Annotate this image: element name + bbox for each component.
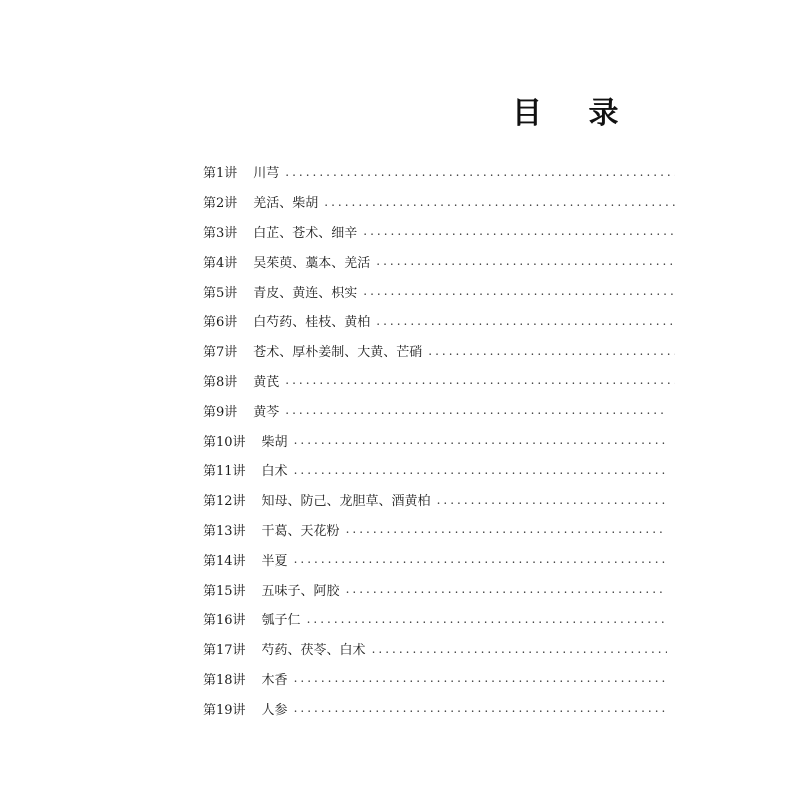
toc-entry [203,157,675,187]
toc-entry-number: 第13讲 [203,523,246,539]
toc-entry [203,246,675,276]
toc-entry [203,544,667,574]
toc-entry [203,634,667,664]
toc-entry-number: 第16讲 [203,613,246,629]
toc-entry-number: 第1讲 [203,166,238,182]
toc-entry-title: 木香 [261,672,288,688]
toc-entry-number: 第6讲 [203,315,238,331]
toc-entry-title: 黄芩 [253,404,280,420]
dot-leader [376,255,675,269]
dot-leader [363,285,675,299]
dot-leader [428,345,675,359]
dot-leader [363,225,675,239]
toc-entry-number: 第8讲 [203,374,238,390]
toc-entry-title: 人参 [261,702,288,718]
toc-entry [203,693,667,723]
dot-leader [346,583,667,597]
toc-entry [203,276,675,306]
toc-entry-number: 第18讲 [203,672,246,688]
dot-leader [437,494,667,508]
toc-entry-title: 干葛、天花粉 [261,523,340,539]
toc-entry-number: 第19讲 [203,702,246,718]
toc-entry-title: 苍术、厚朴姜制、大黄、芒硝 [253,345,423,361]
toc-entry-title: 白芍药、桂枝、黄柏 [253,315,371,331]
toc-entry [203,455,667,485]
toc-entry-number: 第2讲 [203,196,238,212]
toc-entry-title: 知母、防己、龙胆草、酒黄柏 [261,494,431,510]
toc-entry-number: 第7讲 [203,345,238,361]
toc-entry [203,515,667,545]
toc-entry [203,485,667,515]
toc-entry-title: 五味子、阿胶 [261,583,340,599]
toc-entry-title: 青皮、黄连、枳实 [253,285,358,301]
dot-leader [376,315,675,329]
toc-entry-number: 第5讲 [203,285,238,301]
dot-leader [324,196,675,210]
dot-leader [294,553,667,567]
table-of-contents [203,157,681,723]
toc-entry-number: 第9讲 [203,404,238,420]
toc-entry [203,366,675,396]
toc-entry-number: 第4讲 [203,255,238,271]
dot-leader [294,702,667,716]
toc-entry-title: 羌活、柴胡 [253,196,319,212]
toc-entry [203,187,675,217]
toc-entry [203,574,667,604]
toc-entry [203,217,675,247]
toc-entry-number: 第12讲 [203,494,246,510]
dot-leader [285,374,675,388]
toc-entry-number: 第17讲 [203,643,246,659]
toc-entry-number: 第11讲 [203,464,246,480]
toc-entry-number: 第14讲 [203,553,246,569]
toc-entry-title: 半夏 [261,553,288,569]
toc-entry-title: 川芎 [253,166,280,182]
toc-entry-title: 柴胡 [261,434,288,450]
dot-leader [294,434,667,448]
toc-entry-title: 白术 [261,464,288,480]
toc-entry [203,395,667,425]
dot-leader [346,523,667,537]
toc-entry [203,336,675,366]
dot-leader [294,464,667,478]
dot-leader [285,404,667,418]
toc-entry [203,604,667,634]
toc-entry-title: 黄芪 [253,374,280,390]
toc-entry [203,425,667,455]
toc-entry [203,664,667,694]
toc-entry-number: 第3讲 [203,225,238,241]
dot-leader [294,672,667,686]
page-title: 目 录 [512,96,637,131]
toc-entry-title: 芍药、茯苓、白术 [261,643,366,659]
dot-leader [285,166,675,180]
toc-entry-title: 吴茱萸、藁本、羌活 [253,255,371,271]
toc-entry-title: 白芷、苍术、细辛 [253,225,358,241]
toc-entry-number: 第10讲 [203,434,246,450]
toc-entry-number: 第15讲 [203,583,246,599]
dot-leader [372,643,667,657]
dot-leader [307,613,667,627]
toc-entry-title: 瓠子仁 [261,613,301,629]
toc-entry [203,306,675,336]
